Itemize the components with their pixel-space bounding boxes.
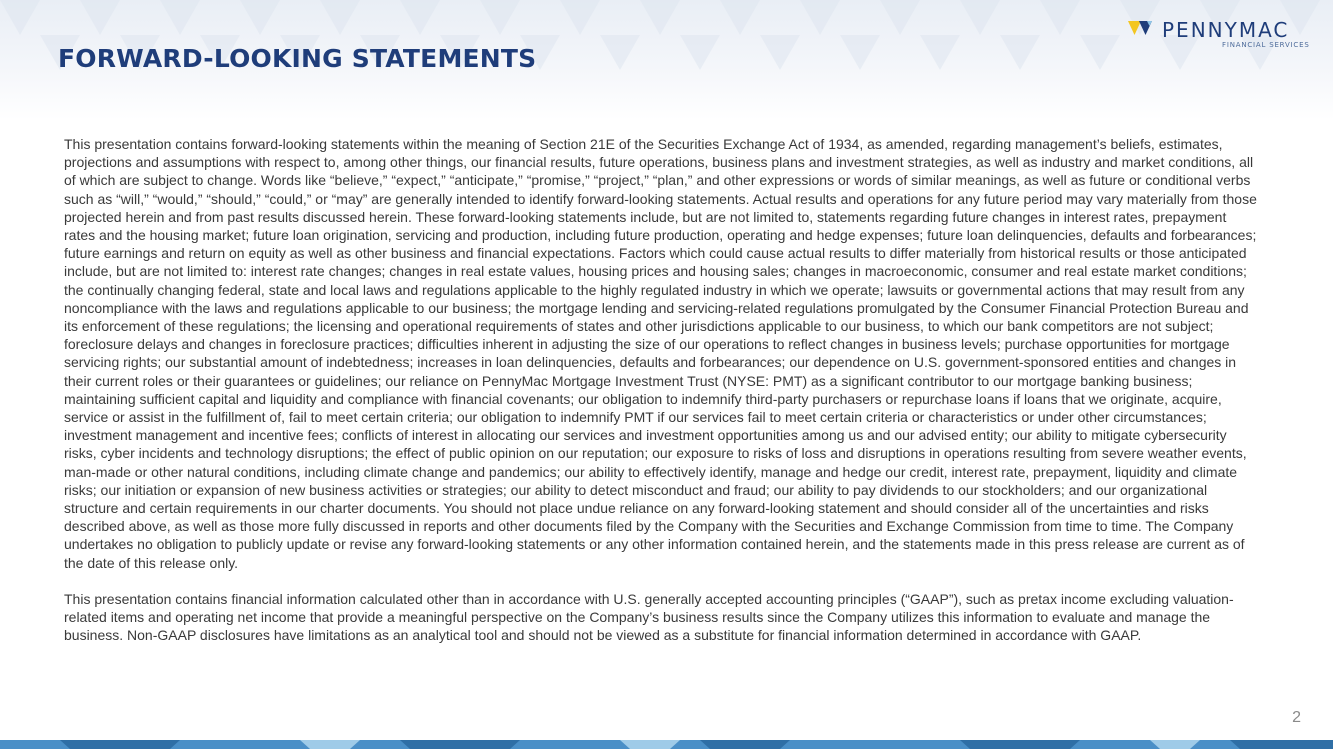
non-gaap-paragraph: This presentation contains financial information calculated other than in accordance with U.S. generally accepted accounting principles (“GAAP”), such as pretax income excluding valuation-related items and operating net income that provide a meaningful perspective on the Company’s business results since the Company utilizes this information to evaluate and manage the business. Non-GAAP disclosures have limitations as an analytical tool and should not be viewed as a substitute for financial information determined in accordance with GAAP. <box>64 591 1234 644</box>
footer-band <box>0 740 1333 749</box>
disclaimer-body <box>64 135 1260 663</box>
footer-pattern <box>0 740 1333 749</box>
slide-title: FORWARD-LOOKING STATEMENTS <box>58 44 537 73</box>
forward-looking-paragraph: This presentation contains forward-looking statements within the meaning of Section 21E of the Securities Exchange Act of 1934, as amended, regarding management’s beliefs, estimates, projections and assumptions with respect to, among other things, our financial results, future operations, business plans and investment strategies, as well as industry and market conditions, all of which are subject to change. Words like “believe,” “expect,” “anticipate,” “promise,” “project,” “plan,” and other expressions or words of similar meanings, as well as future or conditional verbs such as “will,” “would,” “should,” “could,” or “may” are generally intended to identify forward-looking statements. Actual results and operations for any future period may vary materially from those projected herein and from past results discussed herein. These forward-looking statements include, but are not limited to, statements regarding future changes in interest rates, prepayment rates and the housing market; future loan origination, servicing and production, including future production, operating and hedge expenses; future loan delinquencies, defaults and forbearances; future earnings and return on equity as well as other business and financial expectations. Factors which could cause actual results to differ materially from historical results or those anticipated include, but are not limited to: interest rate changes; changes in real estate values, housing prices and housing sales; changes in macroeconomic, consumer and real estate market conditions; the continually changing federal, state and local laws and regulations applicable to the highly regulated industry in which we operate; lawsuits or governmental actions that may result from any noncompliance with the laws and regulations applicable to our business; the mortgage lending and servicing-related regulations promulgated by the Consumer Financial Protection Bureau and its enforcement of these regulations; the licensing and operational requirements of states and other jurisdictions applicable to our business, to which our bank competitors are not subject; foreclosure delays and changes in foreclosure practices; difficulties inherent in adjusting the size of our operations to reflect changes in business levels; purchase opportunities for mortgage servicing rights; our substantial amount of indebtedness; increases in loan delinquencies, defaults and forbearances; our dependence on U.S. government-sponsored entities and changes in their current roles or their guarantees or guidelines; our reliance on PennyMac Mortgage Investment Trust (NYSE: PMT) as a significant contributor to our mortgage banking business; maintaining sufficient capital and liquidity and compliance with financial covenants; our obligation to indemnify third-party purchasers or repurchase loans if loans that we originate, acquire, service or assist in the fulfillment of, fail to meet certain criteria; our obligation to indemnify PMT if our services fail to meet certain criteria or characteristics or under other circumstances; investment management and incentive fees; conflicts of interest in allocating our services and investment opportunities among us and our advised entity; our ability to mitigate cybersecurity risks, cyber incidents and technology disruptions; the effect of public opinion on our reputation; our exposure to risks of loss and disruptions in operations resulting from severe weather events, man-made or other natural conditions, including climate change and pandemics; our ability to effectively identify, manage and hedge our credit, interest rate, prepayment, liquidity and climate risks; our initiation or expansion of new business activities or strategies; our ability to detect misconduct and fraud; our ability to pay dividends to our stockholders; and our organizational structure and certain requirements in our charter documents. You should not place undue reliance on any forward-looking statement and should consider all of the uncertainties and risks described above, as well as those more fully discussed in reports and other documents filed by the Company with the Securities and Exchange Commission from time to time. The Company undertakes no obligation to publicly update or revise any forward-looking statements or any other information contained herein, and the statements made in this press release are current as of the date of this release only. <box>64 136 1257 571</box>
pennymac-logo <box>1128 18 1318 52</box>
pennymac-logo-icon <box>1128 21 1154 37</box>
logo-subtitle: FINANCIAL SERVICES <box>1222 41 1310 49</box>
logo-name: PENNYMAC <box>1162 18 1290 42</box>
page-number: 2 <box>1292 709 1301 726</box>
